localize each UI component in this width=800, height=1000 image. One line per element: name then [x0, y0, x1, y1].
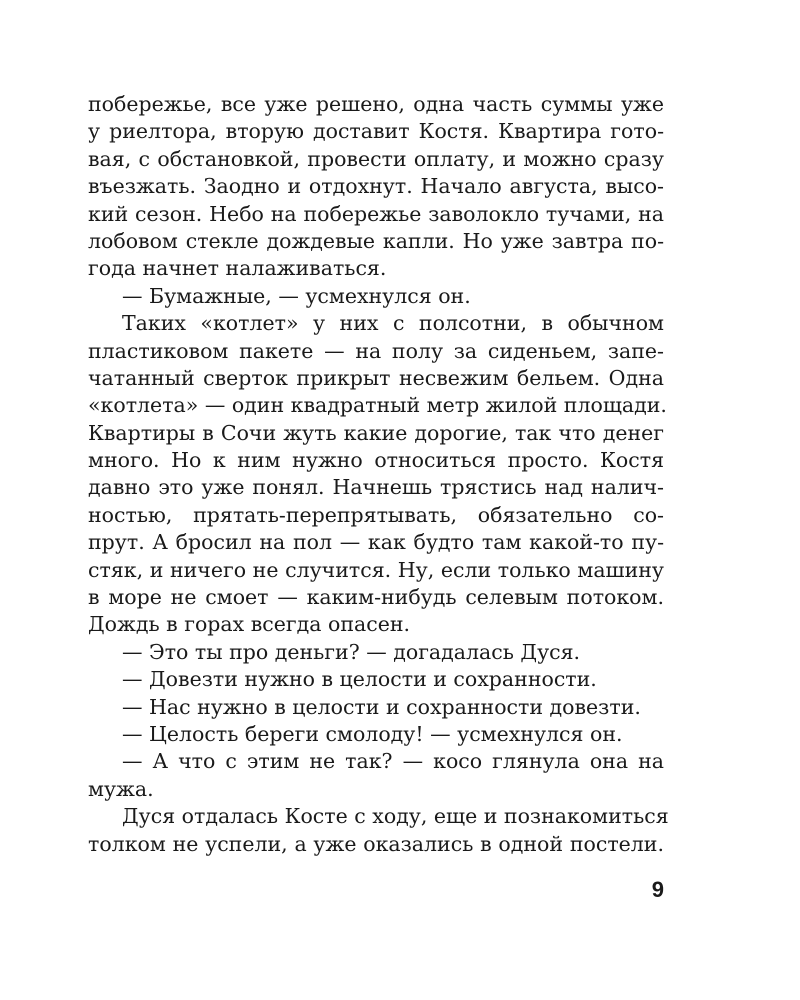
dialogue-line: — Довезти нужно в целости и сохранности. [122, 667, 597, 692]
text-line: стяк, и ничего не случится. Ну, если только машину [88, 557, 664, 582]
dialogue-line: — Целость береги смолоду! — усмехнулся он. [122, 721, 623, 746]
text-line: толком не успели, а уже оказались в одной постели. [88, 831, 664, 856]
text-line: чатанный сверток прикрыт несвежим бельем. Одна [88, 365, 664, 390]
text-line: мужа. [88, 776, 154, 801]
text-line: побережье, все уже решено, одна часть суммы уже [88, 92, 664, 116]
text-line: Квартиры в Сочи жуть какие дорогие, так что денег [88, 420, 664, 445]
text-line: Дуся отдалась Косте с ходу, еще и познакомиться [122, 804, 669, 829]
text-line: въезжать. Заодно и отдохнут. Начало августа, высо- [88, 174, 664, 199]
dialogue-line: — Нас нужно в целости и сохранности довезти. [122, 694, 641, 719]
text-line: давно это уже понял. Начнешь трястись над налич- [88, 475, 664, 500]
text-line: ностью, прятать-перепрятывать, обязательно со- [88, 502, 664, 527]
text-line: много. Но к ним нужно относиться просто. Костя [88, 448, 664, 473]
dialogue-line: — Это ты про деньги? — догадалась Дуся. [122, 639, 581, 664]
text-line: Таких «котлет» у них с полсотни, в обычном [122, 311, 664, 336]
text-line: в море не смоет — каким-нибудь селевым потоком. [88, 585, 664, 610]
text-line: лобовом стекле дождевые капли. Но уже завтра по- [88, 228, 664, 253]
dialogue-line: — Бумажные, — усмехнулся он. [122, 283, 471, 308]
text-line: года начнет налаживаться. [88, 256, 387, 281]
text-line: вая, с обстановкой, провести оплату, и можно сразу [88, 146, 664, 171]
text-line: прут. А бросил на пол — как будто там какой-то пу- [88, 530, 664, 555]
text-line: «котлета» — один квадратный метр жилой площади. [88, 393, 667, 418]
text-line: пластиковом пакете — на полу за сиденьем, запе- [88, 338, 664, 363]
text-line: Дождь в горах всегда опасен. [88, 612, 411, 637]
text-line: у риелтора, вторую доставит Костя. Квартира гото- [88, 119, 664, 144]
dialogue-line: — А что с этим не так? — косо глянула она на [122, 749, 664, 774]
body-text [88, 91, 669, 858]
page-number: 9 [651, 877, 664, 902]
text-line: кий сезон. Небо на побережье заволокло тучами, на [88, 201, 664, 226]
